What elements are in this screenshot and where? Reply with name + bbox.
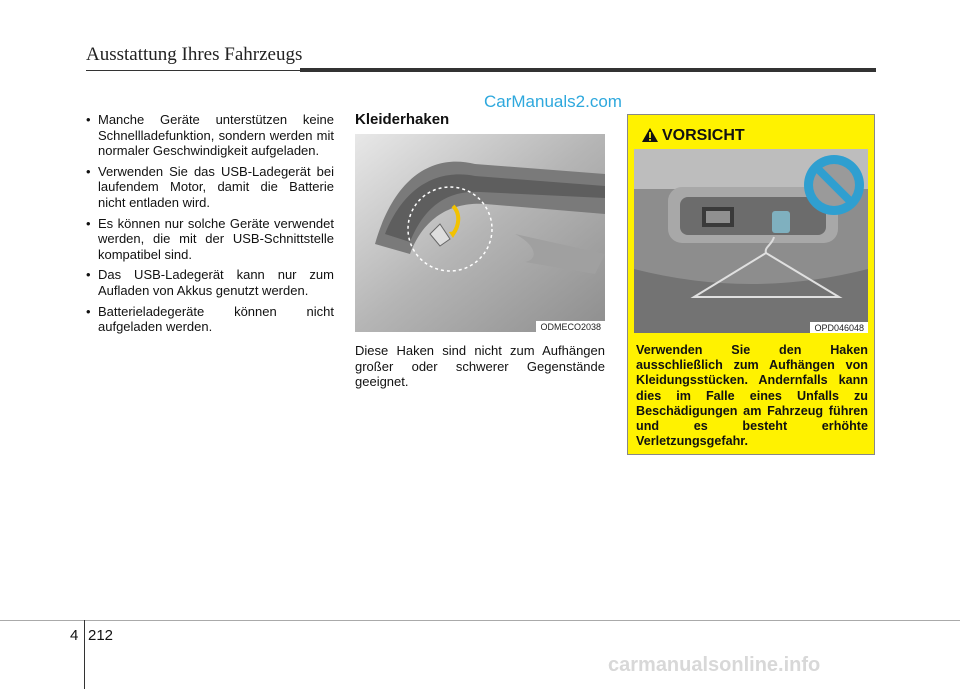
list-item: • Verwenden Sie das USB-Ladegerät bei laufendem Motor, damit die Batterie nicht entladen wird. xyxy=(86,163,334,210)
list-item: • Das USB-Ladegerät kann nur zum Aufladen von Akkus genutzt werden. xyxy=(86,267,334,298)
footer-rule xyxy=(0,620,960,621)
chapter-number: 4 xyxy=(70,627,79,644)
warning-title: VORSICHT xyxy=(662,127,745,144)
warning-triangle-icon xyxy=(641,127,659,143)
section-heading: Kleiderhaken xyxy=(355,111,450,128)
warning-box xyxy=(627,114,875,455)
warning-illustration xyxy=(634,149,868,333)
clothes-hook-illustration xyxy=(355,134,605,332)
page-number: 212 xyxy=(88,627,114,644)
page-header-title: Ausstattung Ihres Fahrzeugs xyxy=(86,44,303,65)
watermark-link[interactable]: CarManuals2.com xyxy=(484,92,622,111)
body-paragraph: Diese Haken sind nicht zum Aufhängen großer oder schwerer Gegenstände geeignet. xyxy=(355,343,605,390)
list-item: • Manche Geräte unterstützen keine Schnellladefunktion, sondern werden mit normaler Geschwindigkeit aufgeladen. xyxy=(86,112,334,159)
hook-drawing xyxy=(355,134,605,332)
header-rule-thick xyxy=(300,68,876,72)
hanger-drawing xyxy=(634,149,868,333)
warning-text: Verwenden Sie den Haken ausschließlich zum Aufhängen von Kleidungsstücken. Andernfalls kann dies im Falle eines Unfalls zu Beschädigungen am Fahrzeug führen und es besteht erhöhte Verletzungsgefahr. xyxy=(636,343,868,449)
watermark-footer: carmanualsonline.info xyxy=(608,654,821,676)
list-item: • Es können nur solche Geräte verwendet werden, die mit der USB-Schnittstelle kompatibel sind. xyxy=(86,215,334,262)
figure-caption: OPD046048 xyxy=(810,322,868,333)
page-divider xyxy=(84,620,85,689)
list-item: • Batterieladegeräte können nicht aufgeladen werden. xyxy=(86,303,334,335)
figure-caption: ODMECO2038 xyxy=(536,321,605,332)
bullet-list xyxy=(86,112,334,340)
